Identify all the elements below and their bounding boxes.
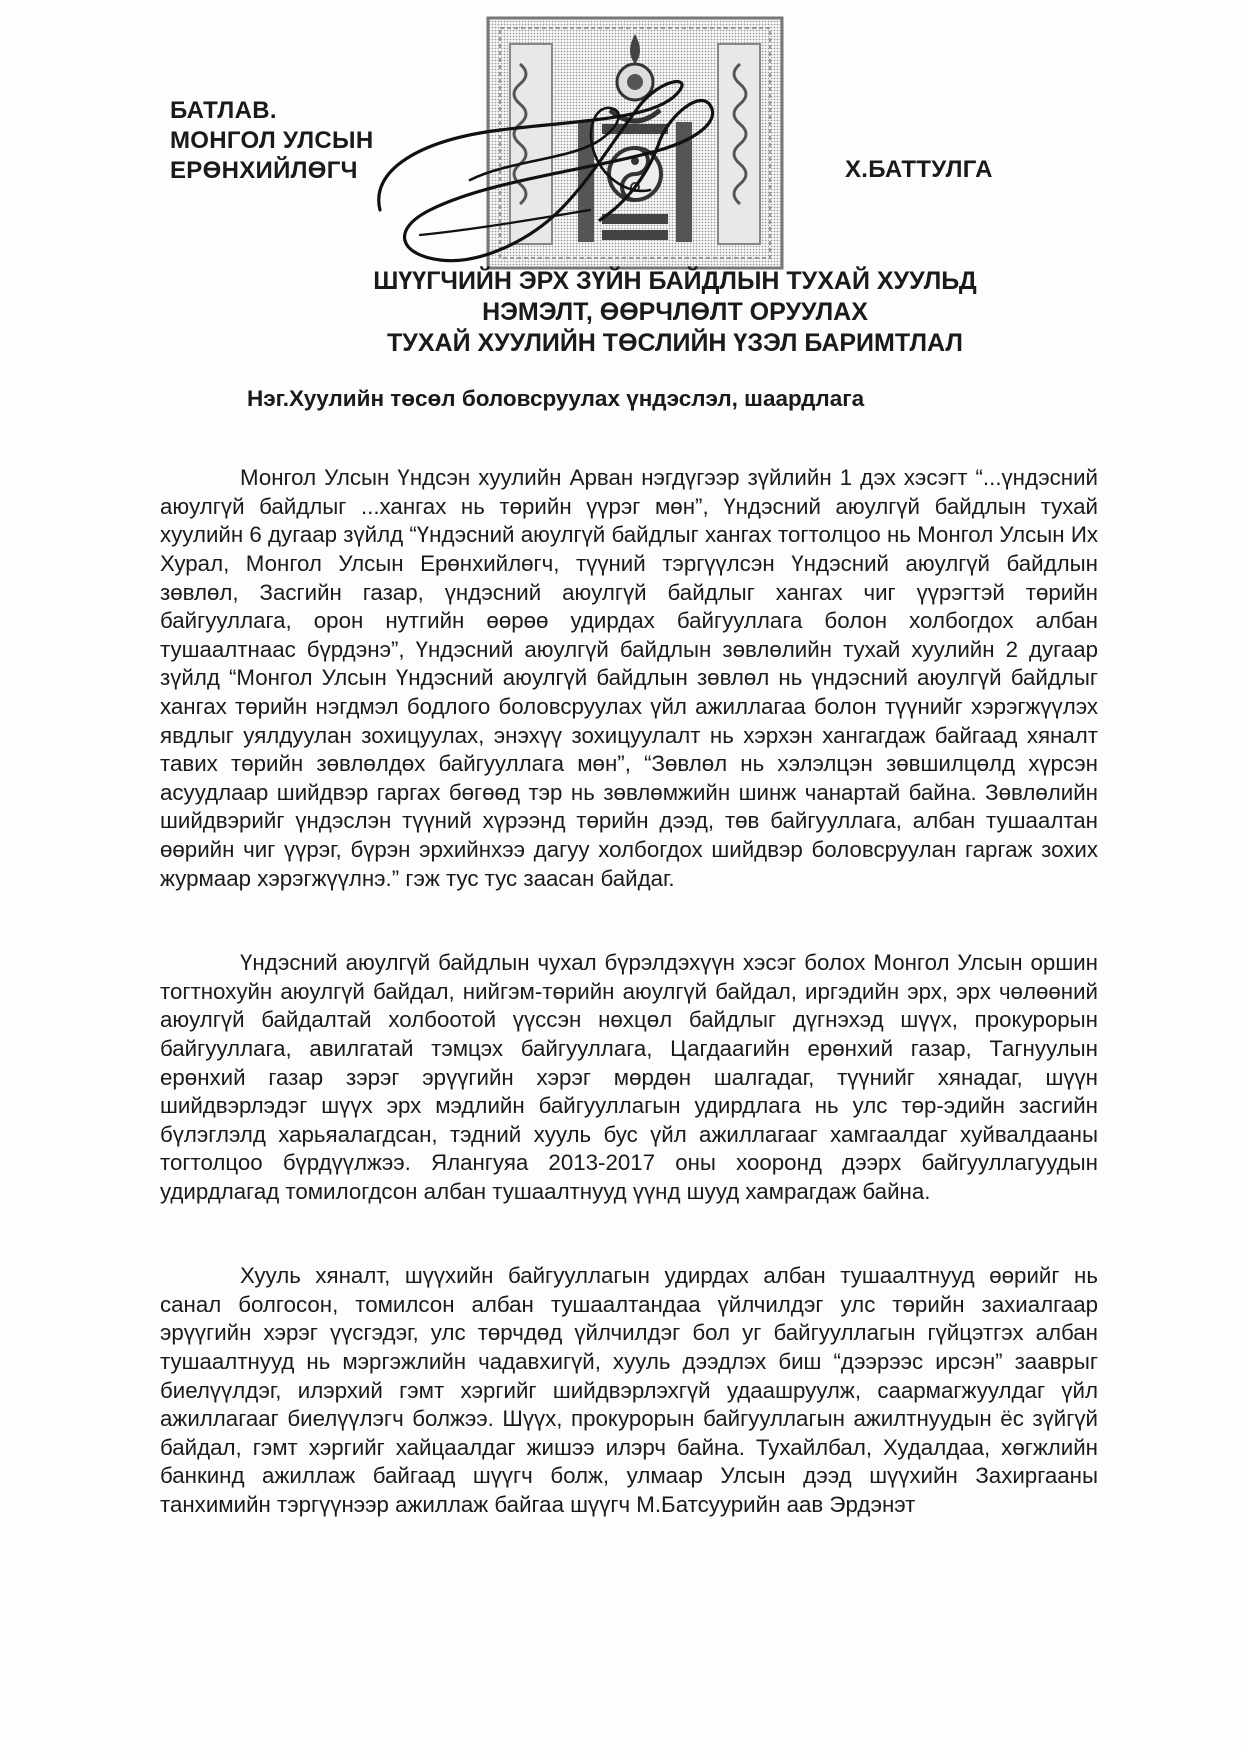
paragraph-3: Хууль хяналт, шүүхийн байгууллагын удирдах албан тушаалтнууд өөрийг нь санал болгосон, томилсон албан тушаалтандаа үйлчилдэг улс төрийн захиалгаар эрүүгийн хэрэг үүсгэдэг, улс төрчдөд үйлчилдэг бол уг байгууллагын гүйцэтгэх албан тушаалтнууд нь мэргэжлийн чадавхигүй, хууль дээдлэх биш “дээрээс ирсэн” зааврыг биелүүлдэг, илэрхий гэмт хэргийг шийдвэрлэхгүй удаашруулж, саармагжуулдаг үйл ажиллагааг биелүүлэгч болжээ. Шүүх, прокурорын байгууллагын ажилтнуудын ёс зүйгүй байдал, гэмт хэргийг хайцаалдаг жишээ илэрч байна. Тухайлбал, Худалдаа, хөгжлийн банкинд ажиллаж байгаад шүүгч болж, улмаар Улсын дээд шүүхийн Захиргааны танхимийн тэргүүнээр ажиллаж байгаа шүүгч М.Батсуурийн аав Эрдэнэт (160, 1263, 1098, 1518)
approval-block (170, 96, 373, 186)
approver-name: Х.БАТТУЛГА (845, 156, 993, 183)
section-heading: Нэг.Хуулийн төсөл боловсруулах үндэслэл, шаардлага (247, 386, 865, 411)
approval-line-1: БАТЛАВ. (170, 97, 277, 124)
signature-icon (360, 60, 740, 280)
title-line-1: ШҮҮГЧИЙН ЭРХ ЗҮЙН БАЙДЛЫН ТУХАЙ ХУУЛЬД (373, 267, 977, 295)
approval-line-3: ЕРӨНХИЙЛӨГЧ (170, 157, 358, 184)
approval-line-2: МОНГОЛ УЛСЫН (170, 127, 374, 154)
paragraph-1: Монгол Улсын Үндсэн хуулийн Арван нэгдүгээр зүйлийн 1 дэх хэсэгт “...үндэсний аюулгүй байдлыг ...хангах нь төрийн үүрэг мөн”, Үндэсний аюулгүй байдлын тухай хуулийн 6 дугаар зүйлд “Үндэсний аюулгүй байдлыг хангах тогтолцоо нь Монгол Улсын Их Хурал, Монгол Улсын Ерөнхийлөгч, түүний тэргүүлсэн Үндэсний аюулгүй байдлын зөвлөл, Засгийн газар, үндэсний аюулгүй байдлыг хангах чиг үүрэгтэй төрийн байгууллага, орон нутгийн өөрөө удирдах байгууллага болон холбогдох албан тушаалтнаас бүрдэнэ”, Үндэсний аюулгүй байдлын зөвлөлийн тухай хуулийн 2 дугаар зүйлд “Монгол Улсын Үндэсний аюулгүй байдлын зөвлөл нь үндэсний аюулгүй байдлыг хангах төрийн нэгдмэл бодлого боловсруулах үйл ажиллагаа болон түүнийг хэрэгжүүлэх явдлыг уялдуулан зохицуулах, энэхүү зохицуулалт нь хэрхэн хангагдаж байгаад хяналт тавих төрийн зөвлөлдөх байгууллага мөн”, “Зөвлөл нь хэлэлцэн зөвшилцөлд хүрсэн асуудлаар шийдвэр гаргах бөгөөд тэр нь зөвлөмжийн шинж чанартай байна. Зөвлөлийн шийдвэрийг үндэслэн түүний хүрээнд төрийн дээд, төв байгууллага, албан тушаалтан өөрийн чиг үүрэг, бүрэн эрхийнхээ дагуу холбогдох шийдвэр боловсруулан гаргаж зохих журмаар хэрэгжүүлнэ.” гэж тус тус заасан байдаг. (160, 465, 1098, 891)
title-line-3: ТУХАЙ ХУУЛИЙН ТӨСЛИЙН ҮЗЭЛ БАРИМТЛАЛ (387, 329, 963, 357)
title-line-2: НЭМЭЛТ, ӨӨРЧЛӨЛТ ОРУУЛАХ (482, 298, 868, 326)
paragraph-2: Үндэсний аюулгүй байдлын чухал бүрэлдэхүүн хэсэг болох Монгол Улсын оршин тогтнохуйн аюулгүй байдал, нийгэм-төрийн аюулгүй байдал, иргэдийн эрх, эрх чөлөөний аюулгүй байдалтай холбоотой үүссэн нөхцөл байдлыг дүгнэхэд шүүх, прокурорын байгууллага, авилгатай тэмцэх байгууллага, Цагдаагийн ерөнхий газар, Тагнуулын ерөнхий газар зэрэг эрүүгийн хэрэг мөрдөн шалгадаг, түүнийг хянадаг, шүүн шийдвэрлэдэг шүүх эрх мэдлийн байгууллагын удирдлага нь улс төр-эдийн засгийн бүлэглэлд харьяалагдсан, тэдний хууль бус үйл ажиллагааг хамгаалдаг хуйвалдааны тогтолцоо бүрдүүлжээ. Ялангуяа 2013-2017 оны хооронд дээрх байгууллагуудын удирдлагад томилогдсон албан тушаалтнууд үүнд шууд хамрагдаж байна. (160, 950, 1098, 1205)
document-title (300, 266, 1050, 359)
